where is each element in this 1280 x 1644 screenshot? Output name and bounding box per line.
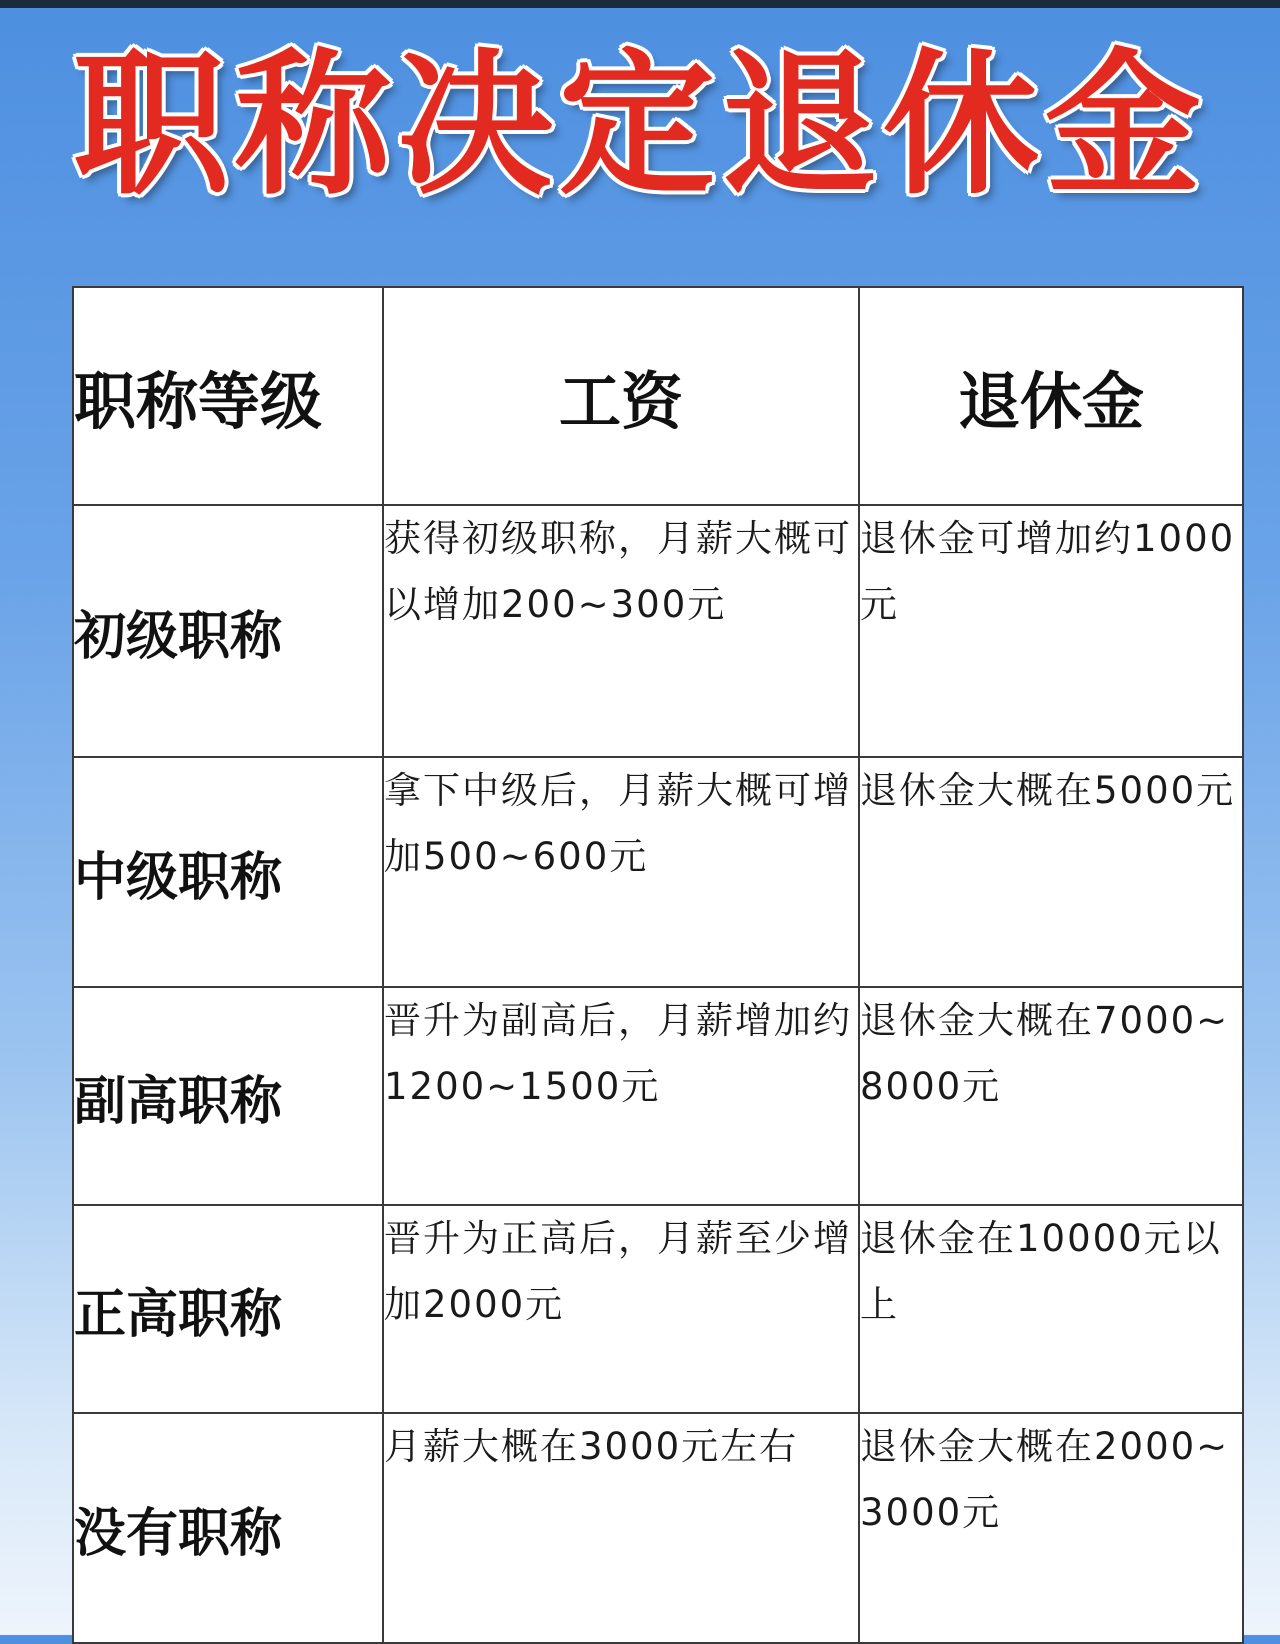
pension-cell: 退休金大概在7000~8000元 [859,987,1243,1205]
table-row [73,1413,1243,1643]
poster-title: 职称决定退休金 [73,33,1207,216]
table-row [73,987,1243,1205]
level-cell: 副高职称 [73,987,383,1205]
level-cell: 初级职称 [73,505,383,757]
header-pension: 退休金 [859,287,1243,505]
pension-table [72,286,1244,1644]
pension-cell: 退休金大概在5000元 [859,757,1243,987]
header-salary: 工资 [383,287,859,505]
salary-cell: 获得初级职称，月薪大概可以增加200~300元 [383,505,859,757]
pension-cell: 退休金可增加约1000元 [859,505,1243,757]
salary-cell: 晋升为副高后，月薪增加约1200~1500元 [383,987,859,1205]
table-header-row [73,287,1243,505]
salary-cell: 月薪大概在3000元左右 [383,1413,859,1643]
salary-cell: 拿下中级后，月薪大概可增加500~600元 [383,757,859,987]
level-cell: 正高职称 [73,1205,383,1413]
table-row [73,757,1243,987]
top-border-strip [0,0,1280,8]
table-row [73,505,1243,757]
header-level: 职称等级 [73,287,383,505]
salary-cell: 晋升为正高后，月薪至少增加2000元 [383,1205,859,1413]
table-row [73,1205,1243,1413]
pension-cell: 退休金在10000元以上 [859,1205,1243,1413]
level-cell: 中级职称 [73,757,383,987]
pension-cell: 退休金大概在2000~3000元 [859,1413,1243,1643]
level-cell: 没有职称 [73,1413,383,1643]
